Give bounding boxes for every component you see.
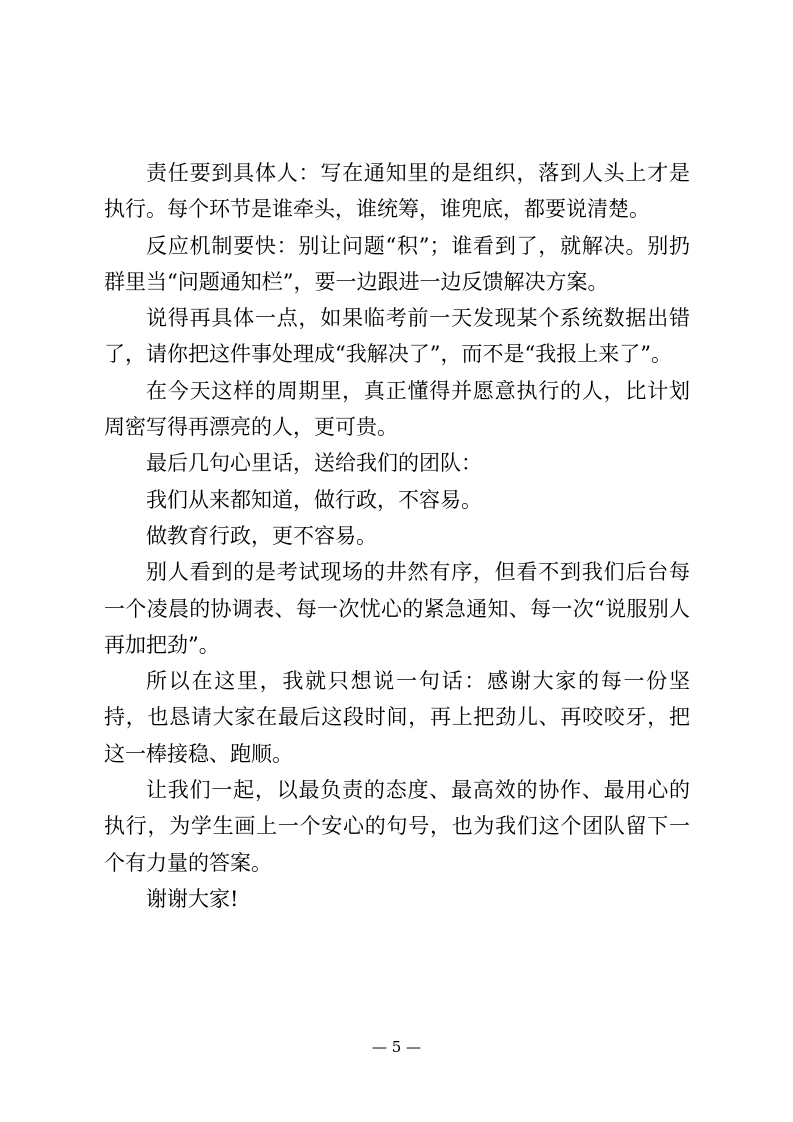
paragraph-execution-value: 在今天这样的周期里，真正懂得并愿意执行的人，比计划周密写得再漂亮的人，更可贵。 <box>104 378 690 440</box>
paragraph-responsibility: 责任要到具体人：写在通知里的是组织，落到人头上才是执行。每个环节是谁牵头，谁统筹，谁兜底，都要说清楚。 <box>104 161 690 222</box>
body-text <box>104 155 690 917</box>
paragraph-thank-you: 谢谢大家! <box>146 886 239 911</box>
paragraph-together: 让我们一起，以最负责的态度、最高效的协作、最用心的执行，为学生画上一个安心的句号，也为我们这个团队留下一个有力量的答案。 <box>104 778 690 875</box>
paragraph-behind-scenes: 别人看到的是考试现场的井然有序，但看不到我们后台每一个凌晨的协调表、每一次忧心的紧急通知、每一次“说服别人再加把劲”。 <box>104 560 690 657</box>
page-number: — 5 — <box>371 1038 422 1056</box>
paragraph-closing-intro: 最后几句心里话，送给我们的团队： <box>146 451 482 476</box>
paragraph-education-admin: 做教育行政，更不容易。 <box>146 523 377 548</box>
paragraph-response-mechanism: 反应机制要快：别让问题“积”；谁看到了，就解决。别扔群里当“问题通知栏”，要一边跟进一边反馈解决方案。 <box>104 233 690 294</box>
paragraph-admin-not-easy: 我们从来都知道，做行政，不容易。 <box>146 487 482 512</box>
paragraph-specific-example: 说得再具体一点，如果临考前一天发现某个系统数据出错了，请你把这件事处理成“我解决了”，而不是“我报上来了”。 <box>104 306 690 367</box>
paragraph-thanks-request: 所以在这里，我就只想说一句话：感谢大家的每一份坚持，也恳请大家在最后这段时间，再上把劲儿、再咬咬牙，把这一棒接稳、跑顺。 <box>104 669 690 766</box>
